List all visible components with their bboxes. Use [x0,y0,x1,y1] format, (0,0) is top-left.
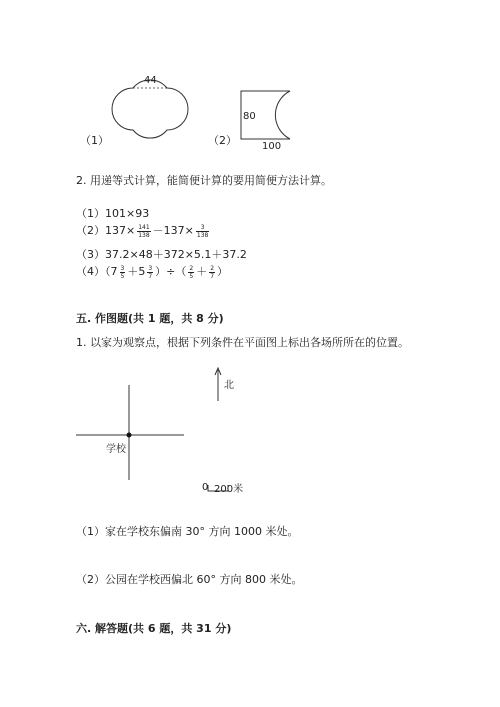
q2-item-4-part: ＋ [196,265,208,278]
fraction-denominator: 7 [148,272,153,280]
q2-item-3: （3）37.2×48＋372×5.1＋37.2 [76,248,247,261]
fraction-numerator: 2 [210,264,215,272]
section-5-heading: 五. 作图题(共 1 题，共 8 分) [76,312,224,325]
q2-item-4 [76,263,228,280]
q2-item-4-part: （4）（7 [76,265,118,278]
q2-item-2-part: －137× [152,224,194,237]
fraction-numerator: 3 [196,224,209,232]
section-5-question-1: 1. 以家为观察点，根据下列条件在平面图上标出各场所所在的位置。 [76,336,409,349]
figure-1-label: （1） [80,134,109,147]
figure-2-height-label: 80 [243,111,256,122]
fraction-numerator: 3 [148,264,153,272]
fraction [196,224,209,239]
school-point [127,433,132,438]
q2-item-2-part: （2）137× [76,224,136,237]
fraction [188,265,194,280]
fraction [209,265,215,280]
fraction [147,265,153,280]
fraction [120,265,126,280]
scale-zero-label: 0 [202,482,209,493]
fraction-denominator: 5 [189,272,194,280]
figure-1-cloud-shape [100,58,200,148]
fraction-numerator: 3 [120,264,125,272]
section-5-sub-2: （2）公园在学校西偏北 60° 方向 800 米处。 [76,573,303,586]
section-5-sub-1: （1）家在学校东偏南 30° 方向 1000 米处。 [76,525,299,538]
section-6-heading: 六. 解答题(共 6 题，共 31 分) [76,622,232,635]
question-2-prompt: 2. 用递等式计算，能简便计算的要用简便方法计算。 [76,174,332,187]
q2-item-4-part: ） [217,265,229,278]
scale-label: 200米 [214,484,244,495]
fraction-denominator: 138 [196,231,209,239]
fraction-numerator: 141 [138,223,150,231]
figure-2-width-label: 100 [262,141,282,152]
north-label: 北 [224,380,234,391]
map-diagram [70,360,270,500]
fraction-denominator: 5 [120,272,125,280]
q2-item-4-part: ＋5 [127,265,146,278]
figure-1-dimension: 44 [144,75,157,86]
fraction-denominator: 7 [210,272,215,280]
figure-2-label: （2） [208,134,237,147]
q2-item-1: （1）101×93 [76,207,150,220]
fraction-numerator: 2 [189,264,194,272]
q2-item-2 [76,222,211,239]
fraction [137,224,150,239]
school-label: 学校 [106,444,126,455]
q2-item-4-part: ）÷（ [155,265,187,278]
fraction-denominator: 138 [138,231,150,239]
